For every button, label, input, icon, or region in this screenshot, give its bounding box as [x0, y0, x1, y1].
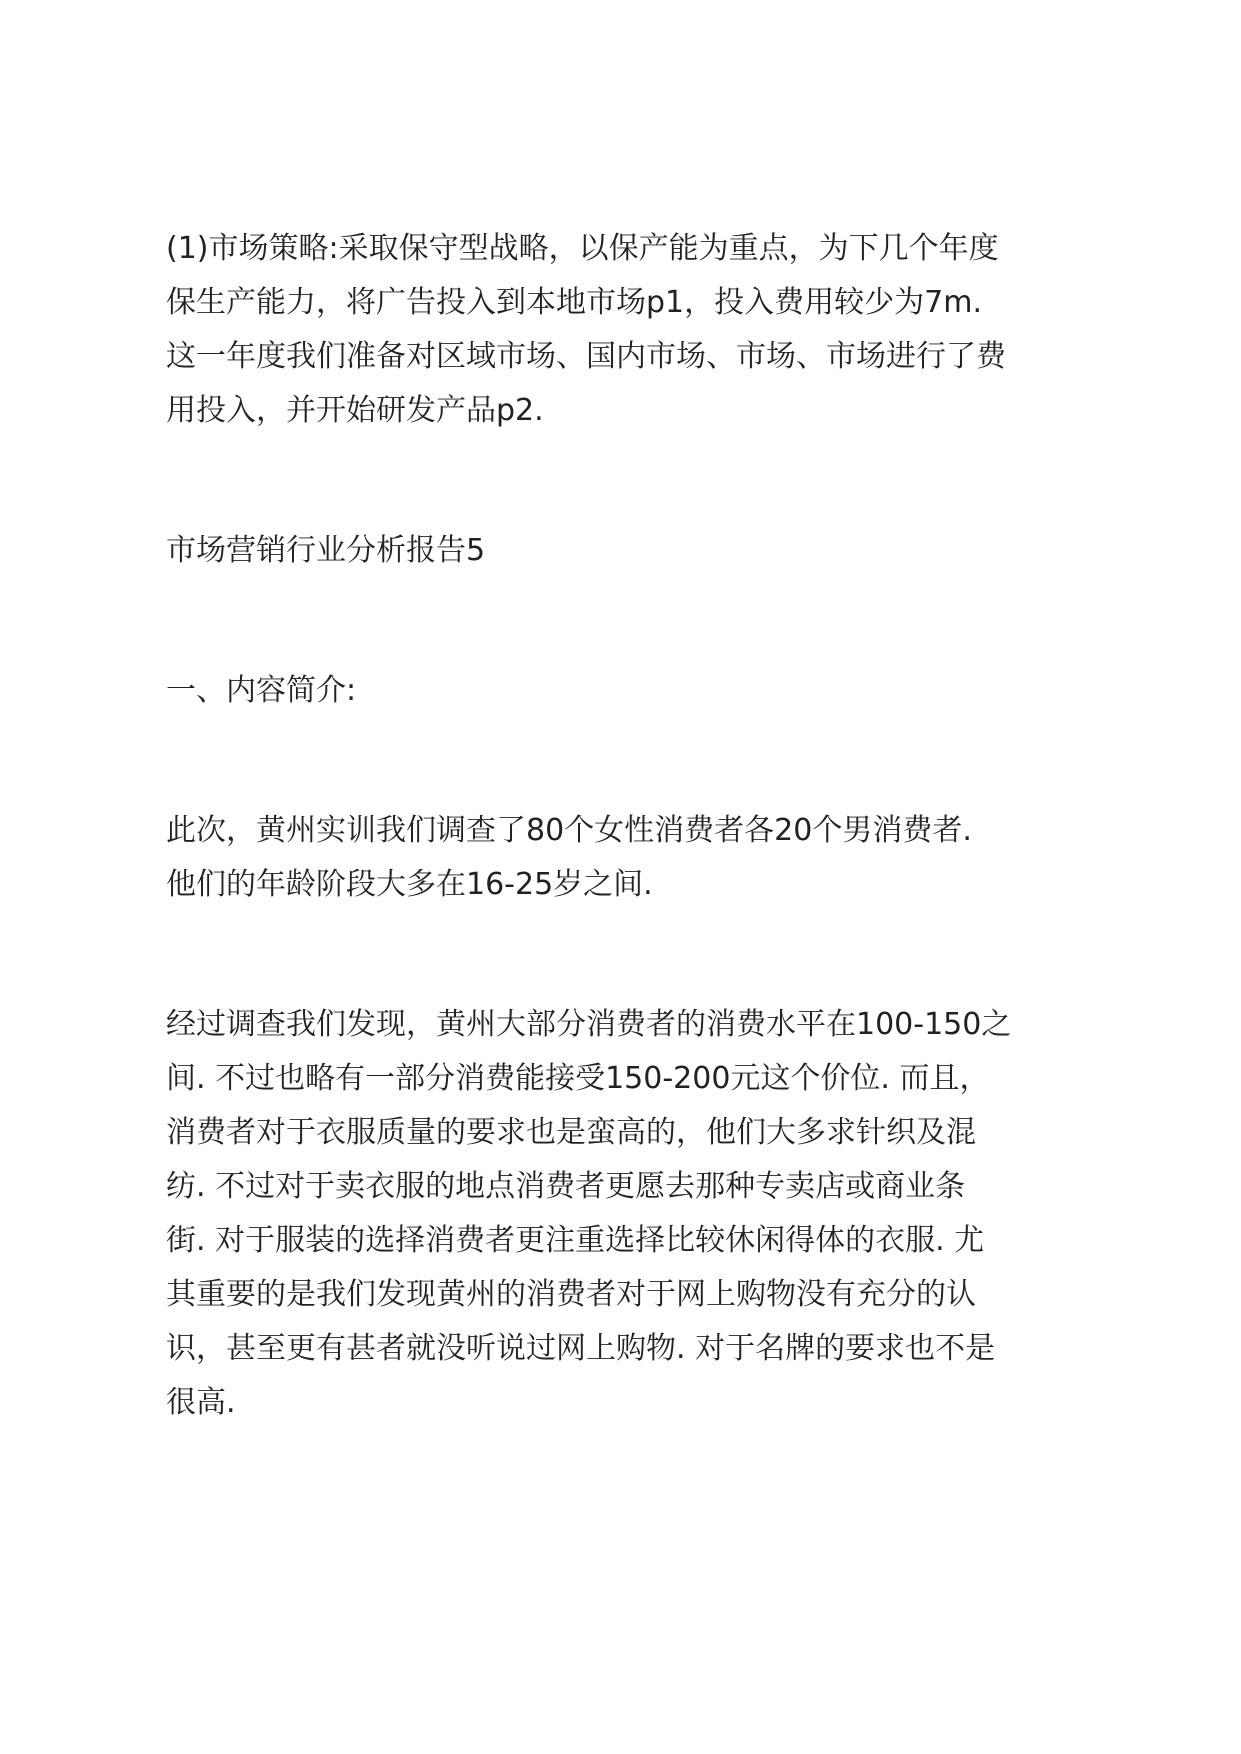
- text-line: 此次，黄州实训我们调查了80个女性消费者各20个男消费者.: [166, 813, 972, 848]
- text-line: 市场营销行业分析报告5: [166, 533, 486, 568]
- text-line: 一、内容简介:: [166, 673, 357, 708]
- text-line: 他们的年龄阶段大多在16-25岁之间.: [166, 867, 653, 902]
- text-line: 很高.: [166, 1385, 236, 1420]
- section-title: [166, 524, 1096, 578]
- paragraph-survey-findings: [166, 998, 1096, 1430]
- text-line: 消费者对于衣服质量的要求也是蛮高的，他们大多求针织及混: [166, 1115, 976, 1150]
- text-line: 这一年度我们准备对区域市场、国内市场、市场、市场进行了费: [166, 339, 1006, 374]
- text-line: 经过调查我们发现，黄州大部分消费者的消费水平在100-150之: [166, 1007, 1012, 1042]
- text-line: 纺. 不过对于卖衣服的地点消费者更愿去那种专卖店或商业条: [166, 1169, 966, 1204]
- text-line: 识，甚至更有甚者就没听说过网上购物. 对于名牌的要求也不是: [166, 1331, 996, 1366]
- text-line: 用投入，并开始研发产品p2.: [166, 393, 544, 428]
- document-body: [166, 222, 1096, 1430]
- text-line: 街. 对于服装的选择消费者更注重选择比较休闲得体的衣服. 尤: [166, 1223, 985, 1258]
- text-line: 间. 不过也略有一部分消费能接受150-200元这个价位. 而且，: [166, 1061, 990, 1096]
- text-line: (1)市场策略:采取保守型战略，以保产能为重点，为下几个年度: [166, 231, 999, 266]
- text-line: 其重要的是我们发现黄州的消费者对于网上购物没有充分的认: [166, 1277, 976, 1312]
- paragraph-survey-sample: [166, 804, 1096, 912]
- paragraph-market-strategy: [166, 222, 1096, 438]
- section-heading: [166, 664, 1096, 718]
- text-line: 保生产能力，将广告投入到本地市场p1，投入费用较少为7m.: [166, 285, 982, 320]
